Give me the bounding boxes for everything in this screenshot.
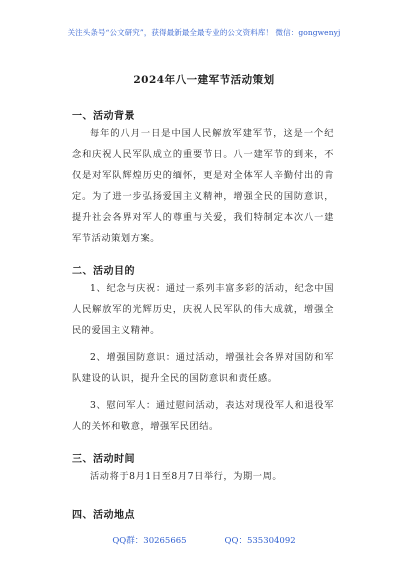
section-heading-time: 三、活动时间 bbox=[72, 454, 135, 465]
section-heading-location: 四、活动地点 bbox=[72, 510, 135, 521]
paragraph-purpose-2: 2、增强国防意识：通过活动，增强社会各界对国防和军队建设的认识，提升全民的国防意识和责任感。 bbox=[72, 352, 334, 384]
paragraph-background: 每年的八月一日是中国人民解放军建军节，这是一个纪念和庆祝人民军队成立的重要节日。八一建军节的到来，不仅是对军队辉煌历史的缅怀，更是对全体军人辛勤付出的肯定。为了进一步弘扬爱国主义精神，增强全民的国防意识，提升社会各界对军人的尊重与关爱，我们特制定本次八一建军节活动策划方案。 bbox=[72, 128, 334, 244]
footer-qq: QQ：535304092 bbox=[224, 536, 296, 546]
paragraph-time: 活动将于8月1日至8月7日举行，为期一周。 bbox=[90, 471, 283, 482]
document-title: 2024年八一建军节活动策划 bbox=[133, 74, 275, 86]
header-note: 关注头条号“公文研究”，获得最新最全最专业的公文资料库！ 微信：gongwenyj bbox=[67, 28, 341, 37]
section-heading-background: 一、活动背景 bbox=[72, 111, 135, 122]
section-heading-purpose: 二、活动目的 bbox=[72, 266, 135, 277]
paragraph-purpose-1: 1、纪念与庆祝：通过一系列丰富多彩的活动，纪念中国人民解放军的光辉历史，庆祝人民军队的伟大成就，增强全民的爱国主义精神。 bbox=[72, 283, 334, 336]
footer-contact bbox=[0, 534, 408, 546]
paragraph-purpose-3: 3、慰问军人：通过慰问活动，表达对现役军人和退役军人的关怀和敬意，增强军民团结。 bbox=[72, 400, 334, 432]
footer-qq-group: QQ群：30265665 bbox=[112, 536, 187, 546]
